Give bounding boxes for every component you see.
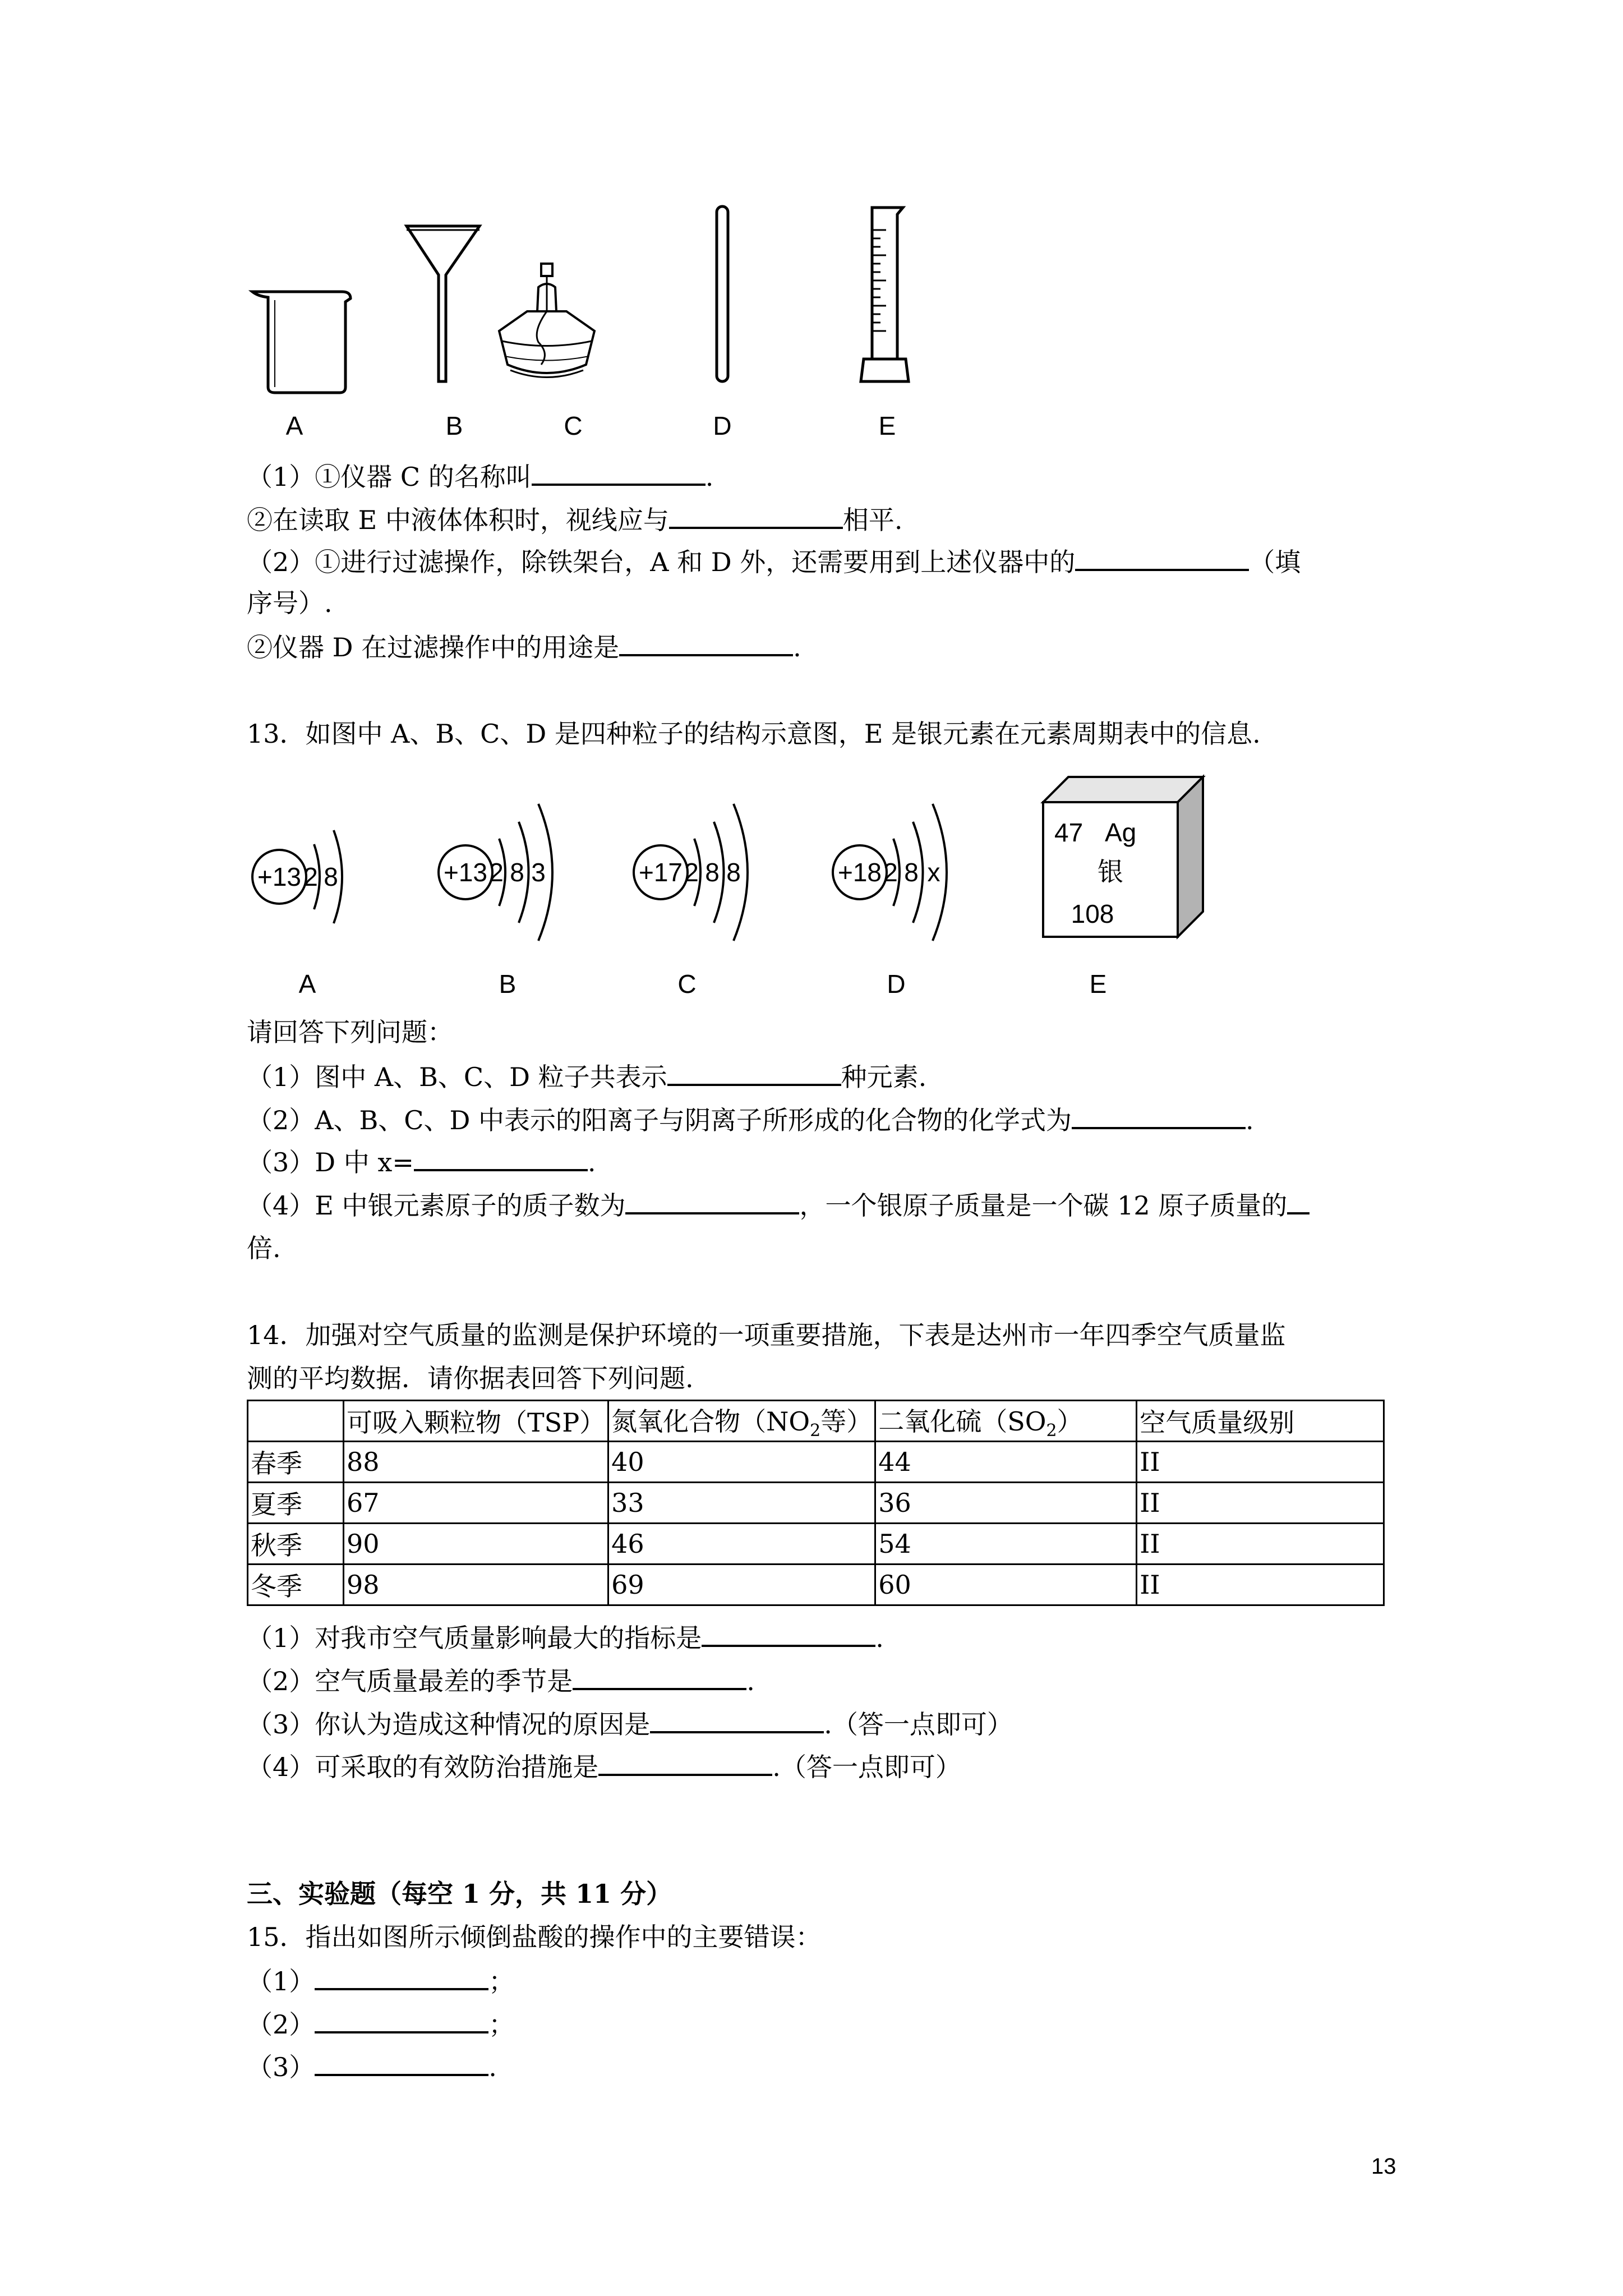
- q14-blank-1[interactable]: [702, 1620, 875, 1647]
- cell-level: II: [1137, 1483, 1384, 1524]
- element-name: 银: [1098, 857, 1123, 887]
- element-mass: 108: [1071, 899, 1114, 928]
- air-quality-table: [247, 1400, 1385, 1606]
- q14-blank-4[interactable]: [598, 1749, 772, 1776]
- page-number: 13: [1371, 2154, 1396, 2179]
- element-symbol: Ag: [1105, 818, 1137, 847]
- q13-part2: （2）A、B、C、D 中表示的阳离子与阴离子所形成的化合物的化学式为 .: [247, 1102, 1254, 1137]
- q15-part1: （1） ；: [247, 1963, 514, 1998]
- cell-so2: 54: [875, 1524, 1137, 1565]
- instrument-label-c: C: [564, 411, 583, 440]
- cell-so2: 36: [875, 1483, 1137, 1524]
- particle-label-d: D: [887, 969, 906, 999]
- q12-blank-4[interactable]: [619, 629, 793, 656]
- cell-nox: 40: [608, 1442, 875, 1483]
- table-header-row: [248, 1401, 1384, 1442]
- table-row: [248, 1524, 1384, 1565]
- particle-label-e: E: [1089, 969, 1107, 999]
- q15-part2: （2） ；: [247, 2007, 514, 2041]
- cell-nox: 46: [608, 1524, 875, 1565]
- q12-part2b: ②仪器 D 在过滤操作中的用途是 .: [247, 629, 801, 664]
- cell-tsp: 67: [344, 1483, 608, 1524]
- cell-season: 春季: [248, 1442, 344, 1483]
- cell-level: II: [1137, 1524, 1384, 1565]
- q13-blank-3[interactable]: [414, 1144, 588, 1171]
- atom-b-nucleus: +13: [443, 858, 488, 887]
- cell-tsp: 90: [344, 1524, 608, 1565]
- beaker-icon: [252, 292, 351, 393]
- q14-part1: （1）对我市空气质量影响最大的指标是 .: [247, 1620, 884, 1655]
- atom-b-shell-1: 2: [489, 858, 504, 887]
- element-number: 47: [1054, 818, 1083, 847]
- header-level: 空气质量级别: [1137, 1401, 1384, 1442]
- cell-tsp: 88: [344, 1442, 608, 1483]
- q14-blank-2[interactable]: [573, 1663, 746, 1690]
- atom-d-shell-2: 8: [904, 858, 919, 887]
- atom-d-nucleus: +18: [837, 858, 882, 887]
- q13-part4-cont: 倍.: [247, 1233, 281, 1263]
- atom-c-nucleus: +17: [638, 858, 683, 887]
- q13-blank-1[interactable]: [667, 1059, 841, 1086]
- instrument-label-e: E: [878, 411, 896, 440]
- q15-blank-1[interactable]: [315, 1963, 488, 1990]
- table-row: [248, 1483, 1384, 1524]
- q14-stem-line2: 测的平均数据．请你据表回答下列问题.: [247, 1363, 694, 1393]
- q15-blank-3[interactable]: [315, 2049, 488, 2076]
- cell-season: 秋季: [248, 1524, 344, 1565]
- table-row: [248, 1565, 1384, 1605]
- glass-rod-icon: [717, 206, 728, 381]
- funnel-icon: [407, 226, 479, 381]
- instrument-label-d: D: [713, 411, 732, 440]
- atom-b-shell-3: 3: [531, 858, 546, 887]
- q12-part1b: ②在读取 E 中液体体积时，视线应与 相平.: [247, 502, 902, 537]
- cell-tsp: 98: [344, 1565, 608, 1605]
- atom-c-shell-2: 8: [705, 858, 720, 887]
- q12-part2a: （2）①进行过滤操作，除铁架台，A 和 D 外，还需要用到上述仪器中的 （填: [247, 544, 1301, 579]
- q15-blank-2[interactable]: [315, 2007, 488, 2033]
- atom-d-shell-3: x: [927, 858, 940, 887]
- cell-level: II: [1137, 1442, 1384, 1483]
- particle-label-a: A: [298, 969, 316, 999]
- q13-intro: 请回答下列问题：: [247, 1017, 453, 1047]
- q13-part3: （3）D 中 x= .: [247, 1144, 596, 1179]
- cell-season: 夏季: [248, 1483, 344, 1524]
- q13-blank-2[interactable]: [1072, 1102, 1246, 1129]
- particle-label-b: B: [499, 969, 517, 999]
- q14-stem-line1: 14．加强对空气质量的监测是保护环境的一项重要措施，下表是达州市一年四季空气质量监: [247, 1320, 1286, 1350]
- cell-so2: 60: [875, 1565, 1137, 1605]
- cell-level: II: [1137, 1565, 1384, 1605]
- header-tsp: 可吸入颗粒物（TSP）: [344, 1401, 608, 1442]
- instrument-label-a: A: [285, 411, 303, 440]
- atom-c-shell-3: 8: [726, 858, 741, 887]
- q14-part4: （4）可采取的有效防治措施是 .（答一点即可）: [247, 1749, 961, 1784]
- section3-heading: 三、实验题（每空 1 分，共 11 分）: [247, 1879, 672, 1909]
- alcohol-lamp-icon: [499, 264, 594, 378]
- q12-blank-3[interactable]: [1075, 544, 1249, 571]
- q14-part2: （2）空气质量最差的季节是 .: [247, 1663, 755, 1698]
- q12-part2a-cont: 序号）.: [247, 588, 333, 618]
- q12-blank-1[interactable]: [532, 459, 706, 486]
- atom-c-shell-1: 2: [684, 858, 699, 887]
- q13-stem: 13．如图中 A、B、C、D 是四种粒子的结构示意图，E 是银元素在元素周期表中的信息.: [247, 719, 1261, 749]
- cell-nox: 33: [608, 1483, 875, 1524]
- particle-label-c: C: [677, 969, 697, 999]
- q13-blank-4[interactable]: [625, 1188, 799, 1214]
- particle-structure-figure: [236, 766, 1211, 1001]
- q12-blank-2[interactable]: [669, 502, 843, 529]
- instrument-figure: [236, 196, 965, 454]
- instrument-label-b: B: [445, 411, 463, 440]
- atom-b-shell-2: 8: [510, 858, 524, 887]
- table-row: [248, 1442, 1384, 1483]
- q14-blank-3[interactable]: [650, 1706, 824, 1733]
- atom-a-shell-2: 8: [324, 862, 338, 891]
- header-so2: 二氧化硫$(SO_2)$: [875, 1401, 1137, 1442]
- q12-part1a: （1）①仪器 C 的名称叫 .: [247, 459, 713, 494]
- cell-nox: 69: [608, 1565, 875, 1605]
- q13-part4: （4）E 中银元素原子的质子数为 ，一个银原子质量是一个碳 12 原子质量的: [247, 1188, 1310, 1222]
- atom-a-nucleus: +13: [257, 862, 302, 891]
- cell-so2: 44: [875, 1442, 1137, 1483]
- q14-part3: （3）你认为造成这种情况的原因是 .（答一点即可）: [247, 1706, 1013, 1741]
- q15-stem: 15．指出如图所示倾倒盐酸的操作中的主要错误：: [247, 1922, 822, 1952]
- header-season: [248, 1401, 344, 1442]
- atom-d-shell-1: 2: [883, 858, 898, 887]
- measuring-cylinder-icon: [861, 208, 909, 381]
- atom-a-shell-1: 2: [303, 862, 318, 891]
- cell-season: 冬季: [248, 1565, 344, 1605]
- header-nox: 氮氧化合物（$NO_2$等）: [608, 1401, 875, 1442]
- q13-part1: （1）图中 A、B、C、D 粒子共表示 种元素.: [247, 1059, 926, 1094]
- q15-part3: （3） .: [247, 2049, 497, 2084]
- q13-blank-5[interactable]: [1287, 1188, 1310, 1214]
